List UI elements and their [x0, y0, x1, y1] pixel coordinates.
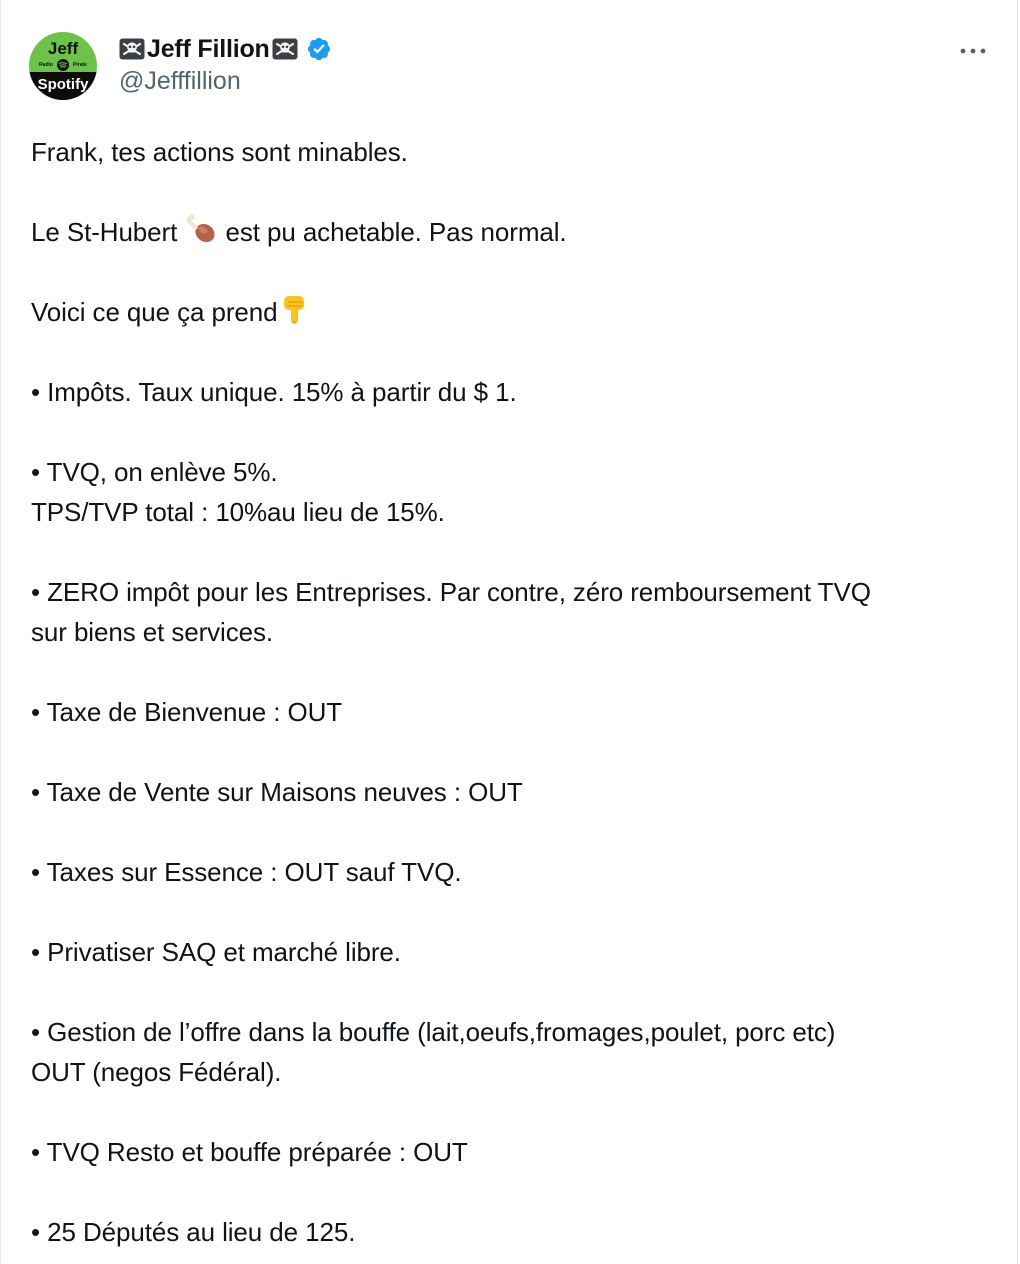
tweet-paragraph	[31, 692, 971, 732]
tweet-paragraph	[31, 1012, 971, 1092]
tweet-line: sur biens et services.	[31, 617, 274, 647]
skull-and-crossbones-icon	[272, 38, 298, 60]
tweet-text	[31, 132, 971, 1252]
tweet-paragraph	[31, 572, 971, 652]
more-horizontal-icon	[959, 42, 987, 60]
tweet-line: • 25 Députés au lieu de 125.	[31, 1217, 356, 1247]
poultry-leg-icon	[184, 213, 218, 247]
skull-and-crossbones-icon	[119, 38, 145, 60]
verified-badge-icon[interactable]	[306, 36, 332, 62]
tweet-paragraph	[31, 132, 971, 172]
tweet-paragraph	[31, 1212, 971, 1252]
avatar-small-left: Radio	[39, 62, 53, 68]
tweet-text-segment: Le St-Hubert	[31, 217, 185, 247]
tweet-line: • Taxe de Vente sur Maisons neuves : OUT	[31, 777, 523, 807]
avatar-top-text: Jeff	[47, 39, 79, 58]
avatar-bottom-text: Spotify	[37, 76, 89, 93]
tweet-paragraph	[31, 292, 971, 332]
tweet-line: Frank, tes actions sont minables.	[31, 137, 408, 167]
author-names	[119, 34, 332, 98]
pointing-down-icon	[278, 293, 312, 327]
tweet-line	[31, 292, 971, 332]
tweet-text-segment: est pu achetable. Pas normal.	[218, 217, 567, 247]
display-name-row	[119, 34, 332, 64]
tweet-paragraph	[31, 1132, 971, 1172]
tweet-line: • Taxes sur Essence : OUT sauf TVQ.	[31, 857, 462, 887]
tweet-line: • ZERO impôt pour les Entreprises. Par contre, zéro remboursement TVQ	[31, 577, 871, 607]
display-name[interactable]: Jeff Fillion	[147, 35, 270, 63]
tweet-line	[31, 212, 971, 252]
tweet-line: • Impôts. Taux unique. 15% à partir du $ 1.	[31, 377, 517, 407]
tweet-paragraph	[31, 212, 971, 252]
avatar[interactable]	[29, 32, 97, 100]
tweet-line: • TVQ Resto et bouffe préparée : OUT	[31, 1137, 468, 1167]
tweet-line: OUT (negos Fédéral).	[31, 1057, 282, 1087]
tweet-paragraph	[31, 372, 971, 412]
tweet-paragraph	[31, 452, 971, 532]
author-handle[interactable]: @Jefffillion	[119, 67, 241, 95]
tweet-line: TPS/TVP total : 10%au lieu de 15%.	[31, 497, 445, 527]
tweet-paragraph	[31, 852, 971, 892]
tweet-line: • TVQ, on enlève 5%.	[31, 457, 278, 487]
tweet-paragraph	[31, 932, 971, 972]
tweet-text-segment: Voici ce que ça prend	[31, 297, 278, 327]
more-options-button[interactable]	[955, 38, 991, 64]
tweet-paragraph	[31, 772, 971, 812]
tweet-line: • Privatiser SAQ et marché libre.	[31, 937, 401, 967]
tweet-line: • Taxe de Bienvenue : OUT	[31, 697, 343, 727]
tweet-header	[29, 32, 993, 102]
avatar-small-right: Pirate	[73, 62, 87, 68]
tweet-line: • Gestion de l’offre dans la bouffe (lait,oeufs,fromages,poulet, porc etc)	[31, 1017, 836, 1047]
